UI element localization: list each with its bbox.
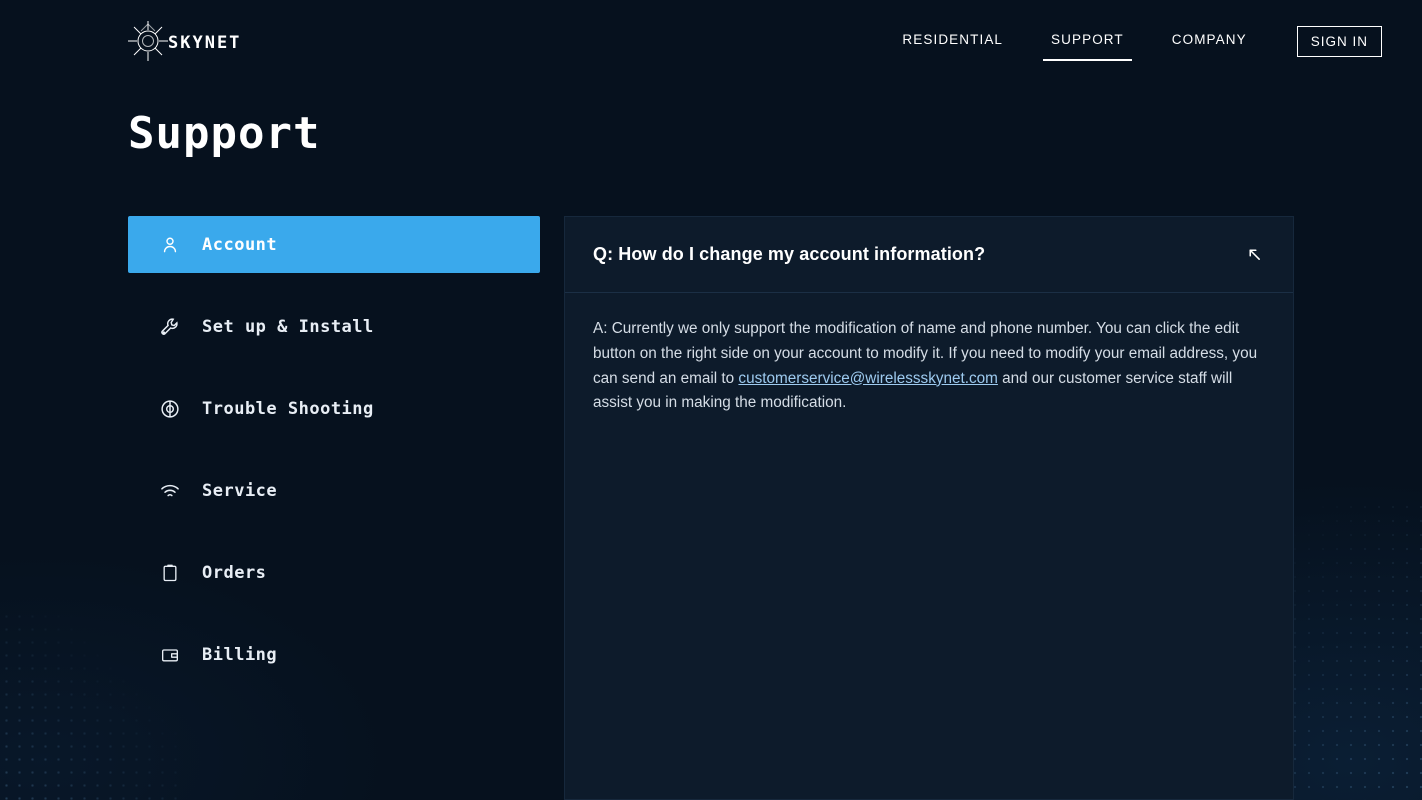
sidebar-item-label: Orders (202, 562, 267, 583)
nav-link-company[interactable]: COMPANY (1171, 31, 1247, 47)
sidebar-item-label: Set up & Install (202, 316, 374, 337)
skynet-logo[interactable] (128, 20, 246, 62)
sidebar-item-orders[interactable] (128, 544, 540, 601)
nav-link-support[interactable]: SUPPORT (1051, 22, 1124, 61)
sidebar-item-label: Trouble Shooting (202, 398, 374, 419)
support-content (128, 216, 1294, 800)
faq-panel (564, 216, 1294, 800)
faq-question-text: Q: How do I change my account information? (593, 244, 986, 264)
support-category-sidebar (128, 216, 540, 800)
wallet-icon (158, 643, 182, 667)
svg-text:SKYNET: SKYNET (168, 33, 242, 53)
user-icon (158, 233, 182, 257)
sidebar-item-service[interactable] (128, 462, 540, 519)
sidebar-item-label: Billing (202, 644, 278, 665)
wrench-icon (158, 315, 182, 339)
primary-nav-links (878, 22, 1382, 61)
sidebar-item-setup-install[interactable] (128, 298, 540, 355)
nav-link-residential[interactable]: RESIDENTIAL (902, 31, 1004, 47)
wifi-icon (158, 479, 182, 503)
faq-answer-part-1: A: Currently we only support the modification of name and phone number. You can click the edit button on the right side on your account to modify it. If you need to modify your email address, you can send an email to (593, 320, 1258, 387)
faq-answer-part-2: and our customer service staff will assist you in making the modification. (593, 369, 1233, 412)
sidebar-item-billing[interactable] (128, 626, 540, 683)
clipboard-icon (158, 561, 182, 585)
skynet-starburst-logo-icon (128, 21, 246, 61)
sidebar-item-label: Account (202, 234, 278, 255)
target-icon (158, 397, 182, 421)
sign-in-button[interactable]: SIGN IN (1297, 26, 1382, 57)
sidebar-item-account[interactable] (128, 216, 540, 273)
page-title: Support (128, 108, 321, 159)
collapse-arrow-icon[interactable] (1243, 244, 1265, 266)
faq-question-header[interactable] (565, 217, 1293, 293)
faq-answer-body (565, 293, 1293, 436)
top-navigation-bar (0, 0, 1422, 82)
faq-answer-text (593, 317, 1265, 416)
sidebar-item-trouble-shooting[interactable] (128, 380, 540, 437)
customer-service-email-link[interactable]: customerservice@wirelessskynet.com (738, 369, 998, 387)
sidebar-item-label: Service (202, 480, 278, 501)
